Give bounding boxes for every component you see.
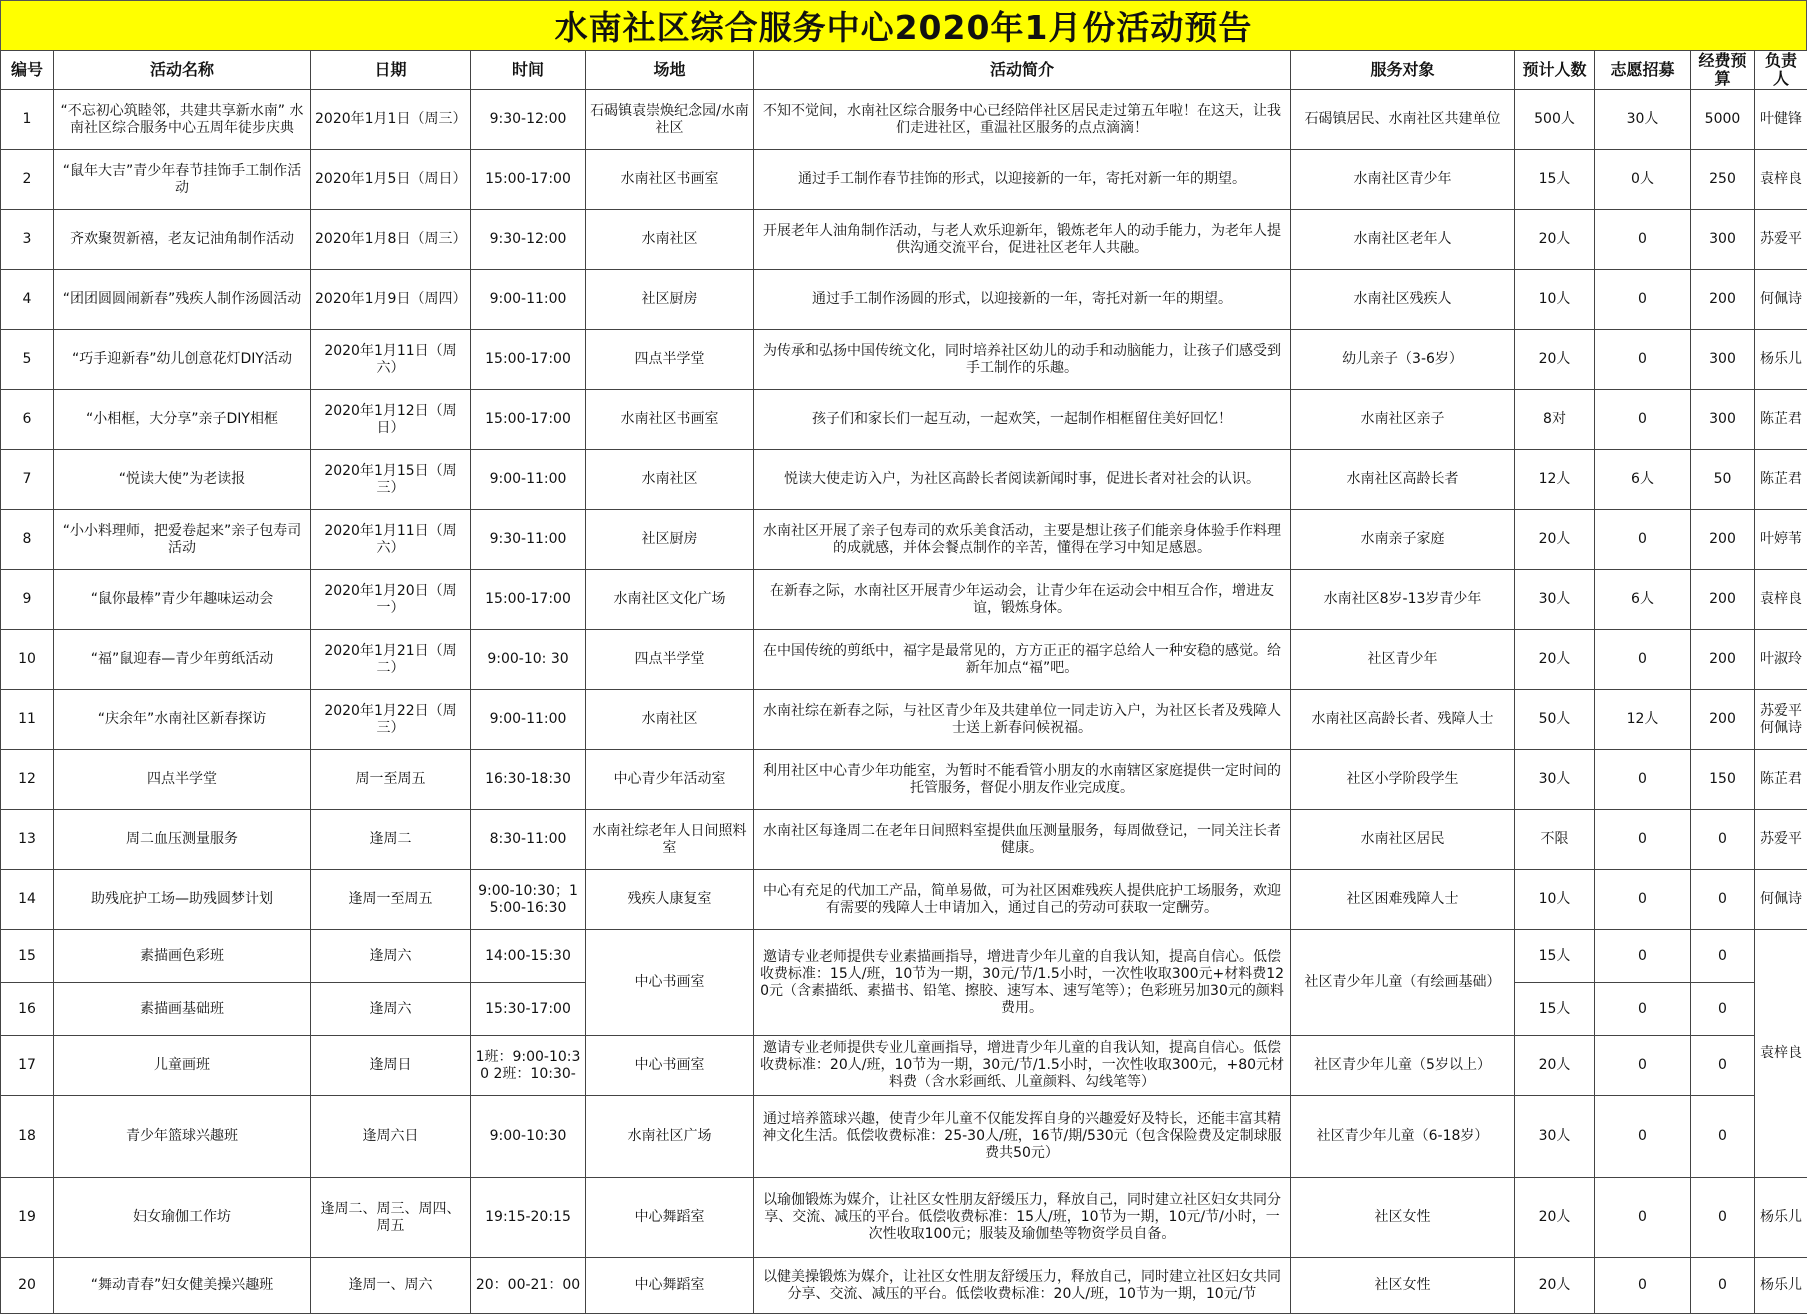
cell-budget: 0 <box>1691 1036 1755 1096</box>
header-volunteers: 志愿招募 <box>1595 51 1691 90</box>
cell-name: 素描画基础班 <box>54 983 311 1036</box>
table-row <box>1 210 1807 270</box>
cell-time: 1班：9:00-10:30 2班：10:30- <box>471 1036 586 1096</box>
cell-volunteers: 0 <box>1595 930 1691 983</box>
table-row <box>1 330 1807 390</box>
cell-name: “小相框，大分享”亲子DIY相框 <box>54 390 311 450</box>
cell-no: 18 <box>1 1096 54 1178</box>
cell-date: 逢周六 <box>311 930 471 983</box>
cell-people: 20人 <box>1515 630 1595 690</box>
cell-volunteers: 6人 <box>1595 450 1691 510</box>
table-row <box>1 810 1807 870</box>
cell-name: “福”鼠迎春—青少年剪纸活动 <box>54 630 311 690</box>
cell-no: 16 <box>1 983 54 1036</box>
cell-target: 水南社区青少年 <box>1291 150 1515 210</box>
cell-target: 社区困难残障人士 <box>1291 870 1515 930</box>
cell-target: 水南社区高龄长者 <box>1291 450 1515 510</box>
cell-date: 周一至周五 <box>311 750 471 810</box>
cell-no: 3 <box>1 210 54 270</box>
cell-budget: 0 <box>1691 930 1755 983</box>
cell-owner: 袁梓良 <box>1755 570 1807 630</box>
cell-people: 20人 <box>1515 1036 1595 1096</box>
table-row <box>1 1096 1807 1178</box>
cell-people: 不限 <box>1515 810 1595 870</box>
cell-desc: 水南社区开展了亲子包寿司的欢乐美食活动，主要是想让孩子们能亲身体验手作料理的成就感，并体会餐点制作的辛苦，懂得在学习中知足感恩。 <box>754 510 1291 570</box>
cell-date: 逢周一、周六 <box>311 1258 471 1314</box>
cell-people: 10人 <box>1515 270 1595 330</box>
table-row <box>1 570 1807 630</box>
cell-time: 14:00-15:30 <box>471 930 586 983</box>
cell-volunteers: 6人 <box>1595 570 1691 630</box>
cell-time: 15:00-17:00 <box>471 150 586 210</box>
cell-no: 12 <box>1 750 54 810</box>
cell-venue: 中心舞蹈室 <box>586 1178 754 1258</box>
cell-name: 助残庇护工场—助残圆梦计划 <box>54 870 311 930</box>
cell-no: 4 <box>1 270 54 330</box>
cell-target: 水南社区老年人 <box>1291 210 1515 270</box>
cell-budget: 200 <box>1691 270 1755 330</box>
cell-time: 9:00-10:30 <box>471 1096 586 1178</box>
cell-target: 社区女性 <box>1291 1178 1515 1258</box>
cell-people: 20人 <box>1515 1178 1595 1258</box>
cell-no: 14 <box>1 870 54 930</box>
header-no: 编号 <box>1 51 54 90</box>
table-row <box>1 390 1807 450</box>
cell-target: 石碣镇居民、水南社区共建单位 <box>1291 90 1515 150</box>
cell-no: 1 <box>1 90 54 150</box>
table-row <box>1 1036 1807 1096</box>
cell-time: 9:00-11:00 <box>471 270 586 330</box>
cell-volunteers: 0 <box>1595 390 1691 450</box>
cell-date: 2020年1月8日（周三） <box>311 210 471 270</box>
cell-venue: 社区厨房 <box>586 510 754 570</box>
cell-name: 四点半学堂 <box>54 750 311 810</box>
table-row <box>1 870 1807 930</box>
cell-time: 9:00-10:30；15:00-16:30 <box>471 870 586 930</box>
cell-budget: 300 <box>1691 330 1755 390</box>
cell-desc: 利用社区中心青少年功能室，为暂时不能看管小朋友的水南辖区家庭提供一定时间的托管服务，督促小朋友作业完成度。 <box>754 750 1291 810</box>
cell-owner: 杨乐儿 <box>1755 1178 1807 1258</box>
cell-owner: 苏爱平 <box>1755 210 1807 270</box>
cell-people: 500人 <box>1515 90 1595 150</box>
cell-venue: 中心舞蹈室 <box>586 1258 754 1314</box>
cell-volunteers: 30人 <box>1595 90 1691 150</box>
cell-desc: 通过手工制作春节挂饰的形式，以迎接新的一年，寄托对新一年的期望。 <box>754 150 1291 210</box>
cell-budget: 0 <box>1691 870 1755 930</box>
table-row <box>1 510 1807 570</box>
cell-people: 20人 <box>1515 330 1595 390</box>
cell-target: 水南社区居民 <box>1291 810 1515 870</box>
cell-desc: 通过手工制作汤圆的形式，以迎接新的一年，寄托对新一年的期望。 <box>754 270 1291 330</box>
cell-venue: 水南社区文化广场 <box>586 570 754 630</box>
cell-owner: 叶健锋 <box>1755 90 1807 150</box>
cell-no: 20 <box>1 1258 54 1314</box>
cell-owner: 杨乐儿 <box>1755 330 1807 390</box>
cell-date: 2020年1月5日（周日） <box>311 150 471 210</box>
cell-volunteers: 0 <box>1595 210 1691 270</box>
cell-name: “巧手迎新春”幼儿创意花灯DIY活动 <box>54 330 311 390</box>
cell-people: 20人 <box>1515 1258 1595 1314</box>
cell-no: 5 <box>1 330 54 390</box>
cell-venue: 水南社综老年人日间照料室 <box>586 810 754 870</box>
cell-no: 9 <box>1 570 54 630</box>
cell-budget: 300 <box>1691 210 1755 270</box>
cell-desc: 为传承和弘扬中国传统文化，同时培养社区幼儿的动手和动脑能力，让孩子们感受到手工制作的乐趣。 <box>754 330 1291 390</box>
cell-name: “舞动青春”妇女健美操兴趣班 <box>54 1258 311 1314</box>
cell-date: 逢周日 <box>311 1036 471 1096</box>
cell-budget: 200 <box>1691 690 1755 750</box>
cell-date: 2020年1月20日（周一） <box>311 570 471 630</box>
header-desc: 活动简介 <box>754 51 1291 90</box>
cell-people: 20人 <box>1515 210 1595 270</box>
cell-date: 逢周六 <box>311 983 471 1036</box>
table-row <box>1 930 1807 983</box>
cell-people: 50人 <box>1515 690 1595 750</box>
cell-no: 7 <box>1 450 54 510</box>
cell-no: 11 <box>1 690 54 750</box>
cell-venue: 中心青少年活动室 <box>586 750 754 810</box>
cell-no: 2 <box>1 150 54 210</box>
cell-volunteers: 0 <box>1595 330 1691 390</box>
cell-venue: 石碣镇袁崇焕纪念园/水南社区 <box>586 90 754 150</box>
cell-volunteers: 0 <box>1595 270 1691 330</box>
cell-name: “小小料理师，把爱卷起来”亲子包寿司活动 <box>54 510 311 570</box>
cell-target-merged: 社区青少年儿童（有绘画基础） <box>1291 930 1515 1036</box>
cell-owner: 陈芷君 <box>1755 750 1807 810</box>
cell-time: 9:00-10: 30 <box>471 630 586 690</box>
cell-budget: 0 <box>1691 1178 1755 1258</box>
cell-owner: 苏爱平 何佩诗 <box>1755 690 1807 750</box>
table-row <box>1 150 1807 210</box>
cell-people: 10人 <box>1515 870 1595 930</box>
cell-time: 16:30-18:30 <box>471 750 586 810</box>
cell-people: 20人 <box>1515 510 1595 570</box>
cell-target: 社区青少年儿童（5岁以上） <box>1291 1036 1515 1096</box>
cell-people: 12人 <box>1515 450 1595 510</box>
cell-no: 8 <box>1 510 54 570</box>
cell-date: 2020年1月1日（周三） <box>311 90 471 150</box>
cell-no: 15 <box>1 930 54 983</box>
table-row <box>1 1178 1807 1258</box>
cell-time: 9:30-12:00 <box>471 210 586 270</box>
cell-owner: 何佩诗 <box>1755 270 1807 330</box>
cell-desc: 水南社区每逢周二在老年日间照料室提供血压测量服务，每周做登记，一同关注长者健康。 <box>754 810 1291 870</box>
cell-time: 20：00-21：00 <box>471 1258 586 1314</box>
cell-desc: 在新春之际，水南社区开展青少年运动会，让青少年在运动会中相互合作，增进友谊，锻炼身体。 <box>754 570 1291 630</box>
cell-no: 17 <box>1 1036 54 1096</box>
cell-name: “庆余年”水南社区新春探访 <box>54 690 311 750</box>
cell-owner: 袁梓良 <box>1755 150 1807 210</box>
cell-time: 15:00-17:00 <box>471 330 586 390</box>
cell-venue: 四点半学堂 <box>586 630 754 690</box>
cell-people: 30人 <box>1515 750 1595 810</box>
cell-venue: 水南社区书画室 <box>586 150 754 210</box>
table-row <box>1 450 1807 510</box>
cell-budget: 0 <box>1691 810 1755 870</box>
cell-venue: 残疾人康复室 <box>586 870 754 930</box>
cell-no: 19 <box>1 1178 54 1258</box>
cell-budget: 50 <box>1691 450 1755 510</box>
cell-name: “鼠年大吉”青少年春节挂饰手工制作活动 <box>54 150 311 210</box>
cell-people: 30人 <box>1515 570 1595 630</box>
cell-time: 15:00-17:00 <box>471 390 586 450</box>
cell-desc: 不知不觉间，水南社区综合服务中心已经陪伴社区居民走过第五年啦！在这天，让我们走进社区，重温社区服务的点点滴滴！ <box>754 90 1291 150</box>
cell-no: 13 <box>1 810 54 870</box>
cell-budget: 0 <box>1691 983 1755 1036</box>
cell-owner: 苏爱平 <box>1755 810 1807 870</box>
cell-volunteers: 0 <box>1595 630 1691 690</box>
cell-target: 水南社区亲子 <box>1291 390 1515 450</box>
header-owner: 负责人 <box>1755 51 1807 90</box>
table-row <box>1 1258 1807 1314</box>
page-title: 水南社区综合服务中心2020年1月份活动预告 <box>0 0 1807 50</box>
cell-owner: 杨乐儿 <box>1755 1258 1807 1314</box>
cell-date: 逢周六日 <box>311 1096 471 1178</box>
cell-budget: 200 <box>1691 630 1755 690</box>
header-budget: 经费预算 <box>1691 51 1755 90</box>
cell-owner: 陈芷君 <box>1755 390 1807 450</box>
cell-name: 周二血压测量服务 <box>54 810 311 870</box>
cell-venue: 四点半学堂 <box>586 330 754 390</box>
cell-volunteers: 0 <box>1595 1178 1691 1258</box>
cell-people: 15人 <box>1515 930 1595 983</box>
cell-time: 15:00-17:00 <box>471 570 586 630</box>
header-time: 时间 <box>471 51 586 90</box>
cell-date: 2020年1月22日（周三） <box>311 690 471 750</box>
cell-date: 2020年1月9日（周四） <box>311 270 471 330</box>
cell-budget: 250 <box>1691 150 1755 210</box>
cell-desc: 中心有充足的代加工产品，简单易做，可为社区困难残疾人提供庇护工场服务，欢迎有需要的残障人士申请加入，通过自己的劳动可获取一定酬劳。 <box>754 870 1291 930</box>
cell-target: 水南社区残疾人 <box>1291 270 1515 330</box>
cell-venue: 社区厨房 <box>586 270 754 330</box>
cell-target: 社区女性 <box>1291 1258 1515 1314</box>
cell-date: 2020年1月15日（周三） <box>311 450 471 510</box>
cell-budget: 200 <box>1691 570 1755 630</box>
cell-no: 6 <box>1 390 54 450</box>
cell-time: 9:00-11:00 <box>471 450 586 510</box>
cell-time: 15:30-17:00 <box>471 983 586 1036</box>
cell-budget: 300 <box>1691 390 1755 450</box>
cell-owner: 陈芷君 <box>1755 450 1807 510</box>
cell-desc: 开展老年人油角制作活动，与老人欢乐迎新年，锻炼老年人的动手能力，为老年人提供沟通交流平台，促进社区老年人共融。 <box>754 210 1291 270</box>
cell-desc: 悦读大使走访入户，为社区高龄长者阅读新闻时事，促进长者对社会的认识。 <box>754 450 1291 510</box>
cell-owner: 叶婷苇 <box>1755 510 1807 570</box>
cell-date: 2020年1月12日（周日） <box>311 390 471 450</box>
cell-date: 2020年1月21日（周二） <box>311 630 471 690</box>
cell-venue: 水南社区广场 <box>586 1096 754 1178</box>
cell-name: “团团圆圆闹新春”残疾人制作汤圆活动 <box>54 270 311 330</box>
cell-date: 2020年1月11日（周六） <box>311 510 471 570</box>
header-venue: 场地 <box>586 51 754 90</box>
cell-desc: 通过培养篮球兴趣，使青少年儿童不仅能发挥自身的兴趣爱好及特长，还能丰富其精神文化生活。低偿收费标准：25-30人/班，16节/期/530元（包含保险费及定制球服费共50元） <box>754 1096 1291 1178</box>
table-row <box>1 630 1807 690</box>
cell-date: 逢周二、周三、周四、周五 <box>311 1178 471 1258</box>
cell-budget: 150 <box>1691 750 1755 810</box>
cell-name: “不忘初心筑睦邻，共建共享新水南” 水南社区综合服务中心五周年徒步庆典 <box>54 90 311 150</box>
cell-volunteers: 0 <box>1595 870 1691 930</box>
cell-no: 10 <box>1 630 54 690</box>
cell-people: 15人 <box>1515 983 1595 1036</box>
cell-owner: 何佩诗 <box>1755 870 1807 930</box>
activity-table <box>0 50 1807 1314</box>
cell-name: 儿童画班 <box>54 1036 311 1096</box>
cell-name: 妇女瑜伽工作坊 <box>54 1178 311 1258</box>
cell-name: “鼠你最棒”青少年趣味运动会 <box>54 570 311 630</box>
cell-time: 8:30-11:00 <box>471 810 586 870</box>
cell-owner-merged: 袁梓良 <box>1755 930 1807 1178</box>
cell-venue: 水南社区 <box>586 690 754 750</box>
cell-volunteers: 0 <box>1595 1096 1691 1178</box>
cell-venue: 中心书画室 <box>586 1036 754 1096</box>
cell-people: 8对 <box>1515 390 1595 450</box>
header-row <box>1 51 1807 90</box>
cell-budget: 0 <box>1691 1258 1755 1314</box>
cell-venue: 水南社区 <box>586 210 754 270</box>
cell-target: 社区青少年儿童（6-18岁） <box>1291 1096 1515 1178</box>
header-date: 日期 <box>311 51 471 90</box>
cell-desc: 在中国传统的剪纸中，福字是最常见的，方方正正的福字总给人一种安稳的感觉。给新年加点“福”吧。 <box>754 630 1291 690</box>
cell-desc: 以健美操锻炼为媒介，让社区女性朋友舒缓压力，释放自己，同时建立社区妇女共同分享、交流、减压的平台。低偿收费标准：20人/班，10节为一期，10元/节 <box>754 1258 1291 1314</box>
header-name: 活动名称 <box>54 51 311 90</box>
cell-volunteers: 0 <box>1595 750 1691 810</box>
cell-desc-merged: 邀请专业老师提供专业素描画指导，增进青少年儿童的自我认知，提高自信心。低偿收费标准：15人/班，10节为一期，30元/节/1.5小时，一次性收取300元+材料费120元（含素描纸、素描书、铅笔、擦胶、速写本、速写笔等）；色彩班另加30元的颜料费用。 <box>754 930 1291 1036</box>
cell-time: 9:30-11:00 <box>471 510 586 570</box>
cell-time: 19:15-20:15 <box>471 1178 586 1258</box>
cell-volunteers: 12人 <box>1595 690 1691 750</box>
cell-name: 齐欢聚贺新禧，老友记油角制作活动 <box>54 210 311 270</box>
cell-date: 2020年1月11日（周六） <box>311 330 471 390</box>
cell-budget: 5000 <box>1691 90 1755 150</box>
cell-desc: 以瑜伽锻炼为媒介，让社区女性朋友舒缓压力，释放自己，同时建立社区妇女共同分享、交流、减压的平台。低偿收费标准：15人/班，10节为一期，10元/节/小时，一次性收取100元；服装及瑜伽垫等物资学员自备。 <box>754 1178 1291 1258</box>
table-row <box>1 90 1807 150</box>
cell-target: 社区小学阶段学生 <box>1291 750 1515 810</box>
cell-volunteers: 0人 <box>1595 150 1691 210</box>
cell-date: 逢周二 <box>311 810 471 870</box>
header-people: 预计人数 <box>1515 51 1595 90</box>
header-target: 服务对象 <box>1291 51 1515 90</box>
cell-volunteers: 0 <box>1595 1258 1691 1314</box>
cell-target: 水南社区高龄长者、残障人士 <box>1291 690 1515 750</box>
cell-volunteers: 0 <box>1595 983 1691 1036</box>
table-row <box>1 270 1807 330</box>
cell-budget: 0 <box>1691 1096 1755 1178</box>
cell-people: 15人 <box>1515 150 1595 210</box>
cell-target: 水南社区8岁-13岁青少年 <box>1291 570 1515 630</box>
cell-venue-merged: 中心书画室 <box>586 930 754 1036</box>
cell-time: 9:00-11:00 <box>471 690 586 750</box>
cell-name: 素描画色彩班 <box>54 930 311 983</box>
cell-budget: 200 <box>1691 510 1755 570</box>
cell-volunteers: 0 <box>1595 810 1691 870</box>
cell-desc: 邀请专业老师提供专业儿童画指导，增进青少年儿童的自我认知，提高自信心。低偿收费标准：20人/班，10节为一期，30元/节/1.5小时，一次性收取300元，+80元材料费（含水彩画纸、儿童颜料、勾线笔等） <box>754 1036 1291 1096</box>
table-row <box>1 750 1807 810</box>
cell-target: 社区青少年 <box>1291 630 1515 690</box>
cell-target: 幼儿亲子（3-6岁） <box>1291 330 1515 390</box>
cell-venue: 水南社区书画室 <box>586 390 754 450</box>
cell-target: 水南亲子家庭 <box>1291 510 1515 570</box>
cell-date: 逢周一至周五 <box>311 870 471 930</box>
cell-owner: 叶淑玲 <box>1755 630 1807 690</box>
cell-volunteers: 0 <box>1595 1036 1691 1096</box>
table-row <box>1 690 1807 750</box>
cell-people: 30人 <box>1515 1096 1595 1178</box>
cell-time: 9:30-12:00 <box>471 90 586 150</box>
cell-name: “悦读大使”为老读报 <box>54 450 311 510</box>
cell-name: 青少年篮球兴趣班 <box>54 1096 311 1178</box>
cell-desc: 孩子们和家长们一起互动，一起欢笑，一起制作相框留住美好回忆！ <box>754 390 1291 450</box>
cell-venue: 水南社区 <box>586 450 754 510</box>
cell-desc: 水南社综在新春之际，与社区青少年及共建单位一同走访入户，为社区长者及残障人士送上新春问候祝福。 <box>754 690 1291 750</box>
cell-volunteers: 0 <box>1595 510 1691 570</box>
